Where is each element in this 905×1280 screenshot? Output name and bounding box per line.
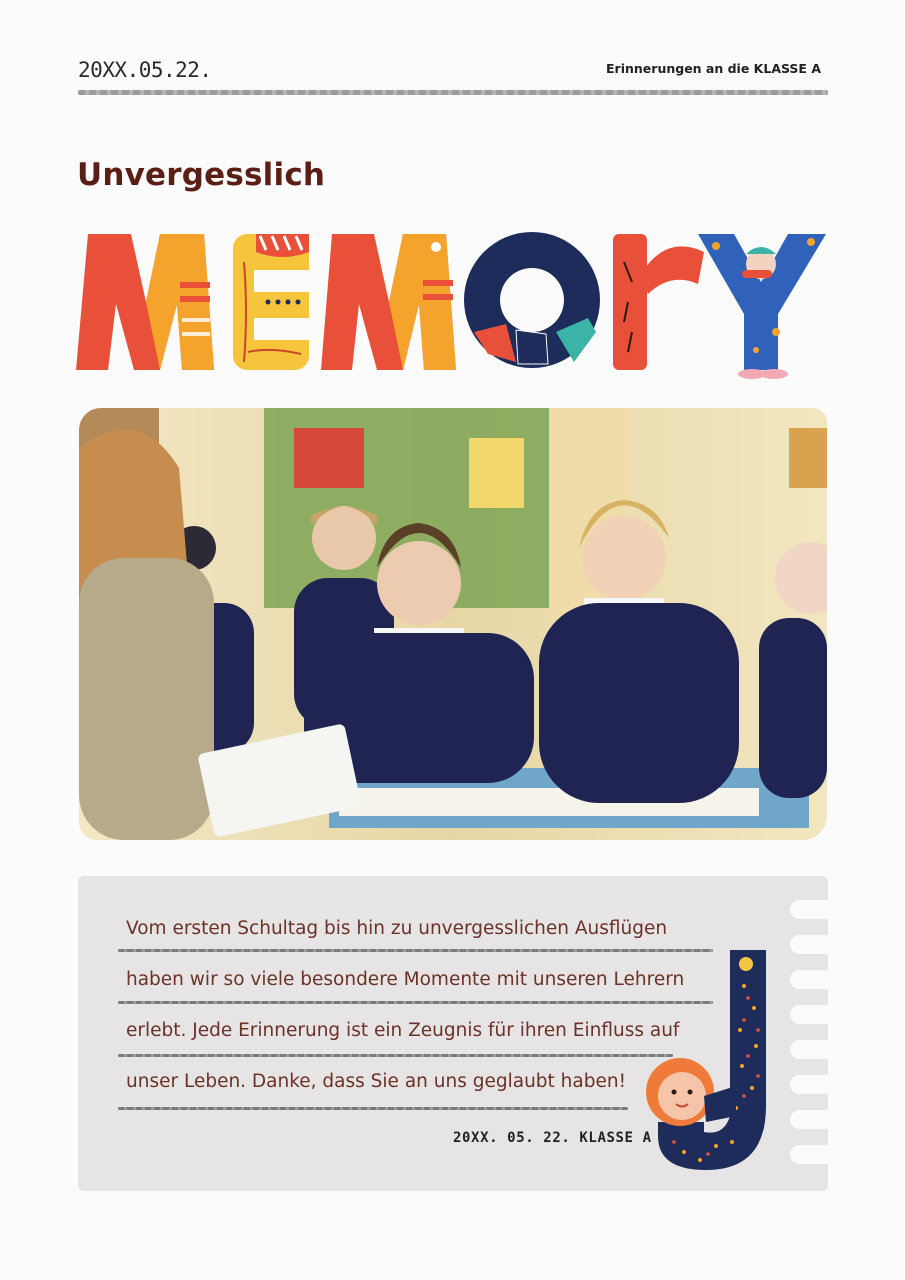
- binding-hole: [790, 1145, 830, 1164]
- note-rule: [118, 1001, 713, 1004]
- note-line-4: unser Leben. Danke, dass Sie an uns geglaubt haben!: [126, 1071, 627, 1092]
- memory-letter-y: [698, 234, 826, 379]
- memory-letter-e: [233, 234, 309, 370]
- note-binding-holes: [784, 900, 828, 1180]
- note-rule: [118, 949, 713, 952]
- binding-hole: [790, 900, 830, 919]
- classroom-photo: [79, 408, 827, 840]
- binding-hole: [790, 970, 830, 989]
- page-subtitle: Unvergesslich: [77, 157, 326, 193]
- header-caption: Erinnerungen an die KLASSE A: [606, 61, 821, 76]
- binding-hole: [790, 1040, 830, 1059]
- note-rule: [118, 1054, 673, 1057]
- note-line-2: haben wir so viele besondere Momente mit unseren Lehrern: [126, 969, 685, 990]
- note-signature: 20XX. 05. 22. KLASSE A: [453, 1130, 652, 1146]
- girl-face: [646, 1058, 736, 1126]
- memory-letter-m-1: [76, 234, 214, 370]
- memory-letter-o: [464, 232, 600, 368]
- header-date: 20XX.05.22.: [78, 58, 212, 82]
- note-line-1: Vom ersten Schultag bis hin zu unvergesslichen Ausflügen: [126, 918, 668, 939]
- header-divider: [78, 90, 828, 95]
- binding-hole: [790, 1075, 830, 1094]
- binding-hole: [790, 935, 830, 954]
- j-girl-illustration: [644, 946, 772, 1172]
- note-line-3: erlebt. Jede Erinnerung ist ein Zeugnis für ihren Einfluss auf: [126, 1020, 680, 1041]
- memory-title: [76, 222, 831, 382]
- binding-hole: [790, 1110, 830, 1129]
- note-rule: [118, 1107, 628, 1110]
- memory-letter-m-2: [321, 234, 456, 370]
- binding-hole: [790, 1005, 830, 1024]
- memory-letter-r: [613, 234, 704, 370]
